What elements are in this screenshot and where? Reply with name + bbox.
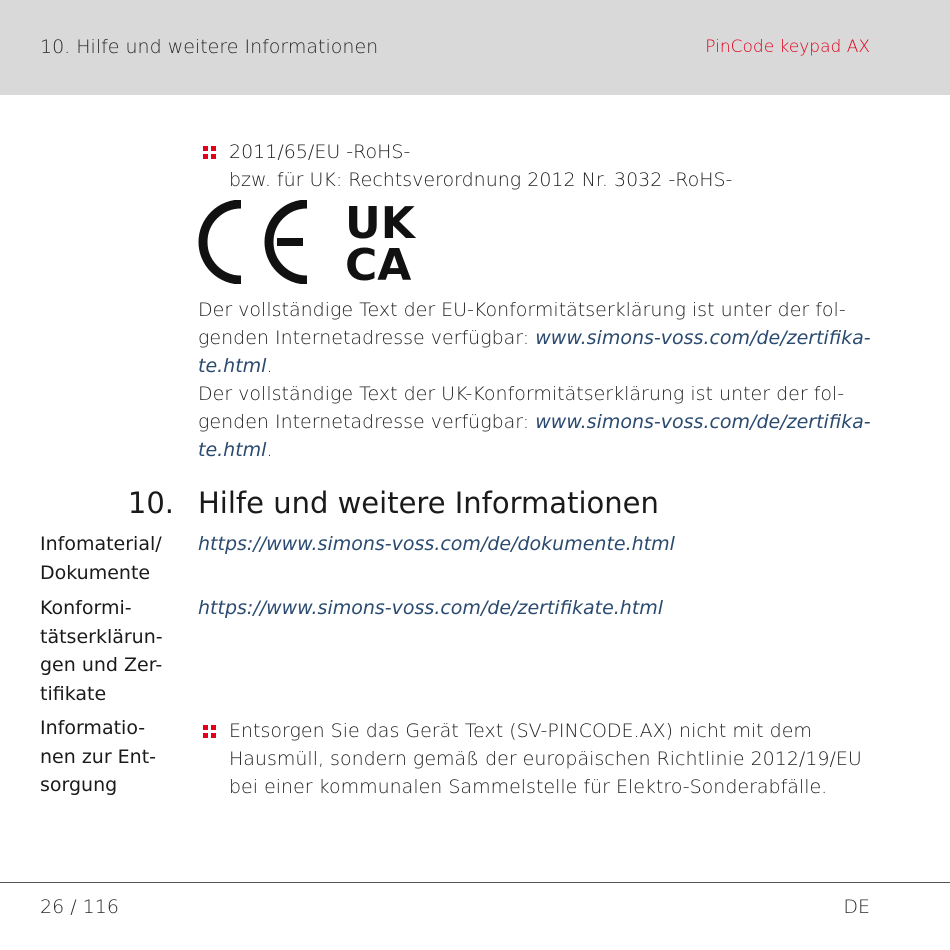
label-line: Konformi-: [40, 597, 132, 619]
uk-declaration-line: [198, 408, 878, 436]
uk-declaration-line: Der vollständige Text der UK-Konformitätserklärung ist unter der fol-: [198, 383, 845, 405]
label-line: tätserklärun-: [40, 625, 163, 648]
certificates-link[interactable]: https://www.simons-voss.com/de/zertifikate.html: [198, 597, 664, 619]
section-title: Hilfe und weitere Informationen: [198, 486, 659, 520]
uk-declaration-line: [198, 436, 878, 464]
header-title: 10. Hilfe und weitere Informationen: [40, 36, 379, 58]
ce-mark-icon: [203, 204, 307, 280]
info-material-label: [40, 530, 180, 587]
rohs-directive: 2011/65/EU -RoHS-: [229, 141, 411, 163]
eu-certificate-link-continued[interactable]: te.html: [198, 355, 267, 377]
ukca-mark-icon: [345, 200, 417, 284]
label-line: Informatio-: [40, 717, 146, 739]
header-product-name: PinCode keypad AX: [705, 37, 870, 57]
page-header: [0, 0, 950, 95]
uk-certificate-link[interactable]: www.simons-voss.com/de/zertifika-: [535, 411, 871, 433]
disposal-text-line: Hausmüll, sondern gemäß der europäischen Richtlinie 2012/19/EU: [229, 748, 862, 770]
documents-link[interactable]: https://www.simons-voss.com/de/dokumente.html: [198, 533, 675, 555]
ukca-mark-bottom: CA: [345, 240, 412, 284]
disposal-text-line: bei einer kommunalen Sammelstelle für Elektro-Sonderabfälle.: [229, 776, 828, 798]
eu-declaration-line: [198, 324, 878, 352]
eu-declaration-line: Der vollständige Text der EU-Konformitätserklärung ist unter der fol-: [198, 299, 846, 321]
ukca-mark-top: UK: [345, 200, 415, 249]
disposal-label: [40, 714, 180, 800]
footer-divider: [0, 882, 950, 883]
uk-declaration-period: .: [266, 439, 273, 461]
rohs-list-item: [198, 138, 878, 194]
bullet-icon: [203, 146, 216, 159]
eu-declaration-period: .: [266, 355, 273, 377]
eu-declaration-line: [198, 352, 878, 380]
rohs-uk-regulation: bzw. für UK: Rechtsverordnung 2012 Nr. 3032 -RoHS-: [229, 169, 733, 191]
conformity-label: [40, 594, 180, 708]
eu-certificate-link[interactable]: www.simons-voss.com/de/zertifika-: [535, 327, 871, 349]
section-number: 10.: [127, 486, 174, 520]
language-code: DE: [843, 896, 870, 918]
label-line: gen und Zer-: [40, 654, 163, 676]
disposal-text-line: Entsorgen Sie das Gerät Text (SV-PINCODE.AX) nicht mit dem: [229, 720, 812, 742]
conformity-marks: [197, 200, 437, 284]
uk-declaration-text: genden Internetadresse verfügbar:: [198, 411, 536, 433]
label-line: tifikate: [40, 682, 107, 705]
bullet-icon: [203, 725, 216, 738]
label-line: Infomaterial/: [40, 533, 162, 555]
uk-certificate-link-continued[interactable]: te.html: [198, 439, 267, 461]
label-line: Dokumente: [40, 561, 151, 584]
eu-declaration-text: genden Internetadresse verfügbar:: [198, 327, 536, 349]
eu-declaration-paragraph: [198, 296, 878, 380]
uk-declaration-paragraph: [198, 380, 878, 464]
label-line: sorgung: [40, 774, 118, 796]
label-line: nen zur Ent-: [40, 745, 157, 768]
page-number: 26 / 116: [40, 896, 119, 918]
disposal-list-item: [198, 717, 878, 801]
